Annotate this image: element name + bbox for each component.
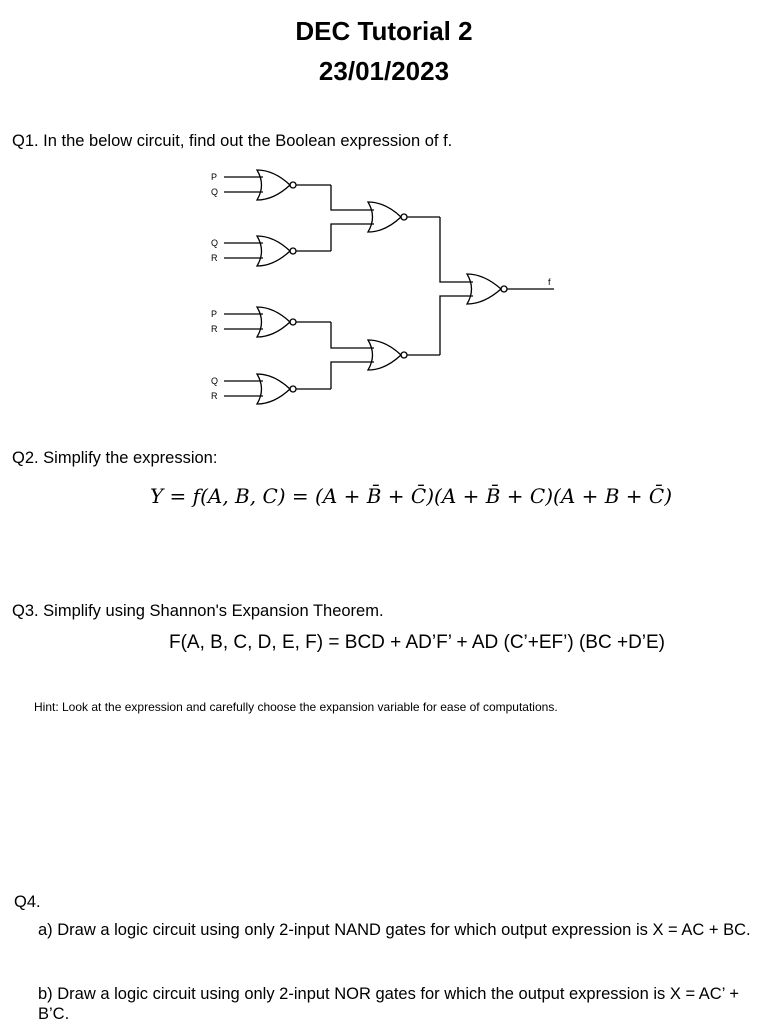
input-label: R <box>211 324 218 334</box>
page-date: 23/01/2023 <box>318 56 450 86</box>
nor-gate-4 <box>224 374 331 404</box>
nor-gate-5 <box>331 185 440 251</box>
input-label: R <box>211 391 218 401</box>
nor-gate-circuit-diagram <box>0 0 768 430</box>
input-label: Q <box>211 376 219 386</box>
question-4a-text: a) Draw a logic circuit using only 2-input NAND gates for which output expression is X = AC + BC. <box>38 921 751 939</box>
question-1-text: Q1. In the below circuit, find out the Boolean expression of f. <box>12 132 453 150</box>
question-3-expression: F(A, B, C, D, E, F) = BCD + AD’F’ + AD (C’+EF’) (BC +D’E) <box>169 632 666 653</box>
question-3-text: Q3. Simplify using Shannon's Expansion Theorem. <box>12 602 384 620</box>
nor-gate-output <box>440 217 554 355</box>
input-label: P <box>211 309 218 319</box>
input-label: P <box>211 172 218 182</box>
nor-gate-1 <box>224 170 331 200</box>
question-2-formula: Y = f(A, B, C) = (A + B̄ + C̄)(A + B̄ + C)(A + B + C̄) <box>150 484 673 508</box>
question-3-hint: Hint: Look at the expression and carefully choose the expansion variable for ease of computations. <box>34 700 558 714</box>
input-label: R <box>211 253 218 263</box>
question-4-label: Q4. <box>14 893 41 911</box>
question-2-text: Q2. Simplify the expression: <box>12 449 218 467</box>
question-4b-text: b) Draw a logic circuit using only 2-input NOR gates for which the output expression is X = AC’ + B’C. <box>38 985 739 1023</box>
output-label: f <box>548 277 551 287</box>
nor-gate-6 <box>331 322 440 389</box>
input-label: Q <box>211 187 219 197</box>
page-title: DEC Tutorial 2 <box>295 16 473 46</box>
nor-gate-3 <box>224 307 331 337</box>
nor-gate-2 <box>224 236 331 266</box>
input-label: Q <box>211 238 219 248</box>
